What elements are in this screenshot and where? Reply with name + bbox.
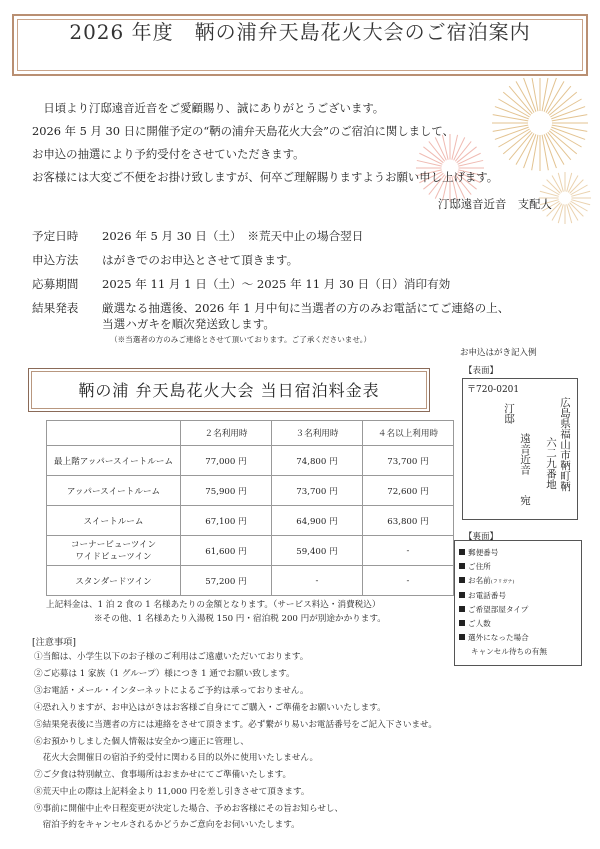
back-item: 選外になった場合 xyxy=(459,631,581,645)
table-header: ３名利用時 xyxy=(272,421,363,446)
info-method xyxy=(32,252,298,268)
table-cell: 59,400 円 xyxy=(272,536,363,566)
firework-spark xyxy=(544,134,556,168)
postcard-front-heading: 【表面】 xyxy=(464,366,499,376)
note-item: ⑥お預かりしました個人情報は安全かつ適正に管理し、 xyxy=(34,737,249,747)
table-cell: 72,600 円 xyxy=(363,476,454,506)
firework-spark xyxy=(495,127,529,139)
note-item: 宿泊予約をキャンセルされるかどうかご意向をお伺いいたします。 xyxy=(34,820,300,830)
table-header: ２名利用時 xyxy=(181,421,272,446)
table-cell: 73,700 円 xyxy=(272,476,363,506)
table-row xyxy=(47,566,454,596)
back-item: ご人数 xyxy=(459,617,581,631)
table-cell: 77,000 円 xyxy=(181,446,272,476)
info-label: 予定日時 xyxy=(32,229,79,243)
signature: 汀邸遠音近音 支配人 xyxy=(438,197,552,211)
firework-spark xyxy=(571,191,590,196)
table-cell: 63,800 円 xyxy=(363,506,454,536)
table-header xyxy=(47,421,181,446)
postcard-label: お申込はがき記入例 xyxy=(460,348,537,358)
table-row xyxy=(47,506,454,536)
note-item: ④恐れ入りますが、お申込はがきはお客様ご自身にてご購入・ご準備をお願いいたします。 xyxy=(34,703,386,713)
back-item: ご住所 xyxy=(459,560,581,574)
price-footnote-1: 上記料金は、1 泊 2 食の 1 名様あたりの金額となります。（サービス料込・消費税込） xyxy=(46,600,381,610)
info-value: 2025 年 11 月 1 日（土）〜 2025 年 11 月 30 日（日）消印有効 xyxy=(102,277,451,291)
firework-spark xyxy=(552,115,587,121)
postcard-front xyxy=(462,378,578,520)
table-cell: 57,200 円 xyxy=(181,566,272,596)
firework-spark xyxy=(551,127,585,139)
postcard-recipient1: 汀邸 xyxy=(503,403,515,424)
table-cell: アッパースイートルーム xyxy=(47,476,181,506)
note-item: ①当館は、小学生以下のお子様のご利用はご遠慮いただいております。 xyxy=(34,652,309,662)
table-cell: スタンダードツイン xyxy=(47,566,181,596)
firework-spark xyxy=(551,107,585,119)
postcard-address1: 広島県福山市鞆町鞆 xyxy=(559,397,571,492)
back-item: ご希望部屋タイプ xyxy=(459,603,581,617)
firework-spark xyxy=(458,160,483,166)
firework-spark xyxy=(567,173,572,192)
firework-spark xyxy=(417,160,442,166)
table-row xyxy=(47,476,454,506)
table-row xyxy=(47,536,454,566)
table-row xyxy=(47,446,454,476)
postcard-back xyxy=(454,540,582,666)
intro-line-3: お申込の抽選により予約受付をさせていただきます。 xyxy=(32,147,305,161)
back-item-extra: キャンセル待ちの有無 xyxy=(471,646,547,656)
info-label: 申込方法 xyxy=(32,253,79,267)
note-item: ⑤結果発表後に当選者の方には連絡をさせて頂きます。必ず繋がり易いお電話番号をご記入下さいませ。 xyxy=(34,720,437,730)
note-item: ②ご応募は 1 家族（1 グループ）様につき 1 通でお願い致します。 xyxy=(34,669,295,679)
table-cell: 64,900 円 xyxy=(272,506,363,536)
postcard-recipient2: 遠音近音 xyxy=(519,433,531,475)
intro-line-4: お客様には大変ご不便をお掛け致しますが、何卒ご理解賜りますようお願い申し上げます。 xyxy=(32,170,499,184)
info-value: 2026 年 5 月 30 日（土） ※荒天中止の場合翌日 xyxy=(102,229,364,243)
table-cell: - xyxy=(272,566,363,596)
firework-spark xyxy=(542,78,548,111)
table-cell: - xyxy=(363,566,454,596)
info-note: （※当選者の方のみご連絡とさせて頂いております。ご了承くださいませ。） xyxy=(110,335,372,344)
info-date xyxy=(32,228,363,244)
firework-spark xyxy=(524,134,536,168)
info-value: はがきでのお申込とさせて頂きます。 xyxy=(102,253,299,267)
note-item: ⑨事前に開催中止や日程変更が決定した場合、予めお客様にその旨お知らせし、 xyxy=(34,804,344,814)
firework-spark xyxy=(567,204,572,223)
firework-spark xyxy=(552,125,587,131)
back-item: 郵便番号 xyxy=(459,546,581,560)
firework-spark xyxy=(532,78,538,111)
table-cell: 73,700 円 xyxy=(363,446,454,476)
info-result xyxy=(32,300,509,316)
firework-spark xyxy=(558,204,563,223)
firework-spark xyxy=(524,78,536,112)
note-item: ⑧荒天中止の際は上記料金より 11,000 円を差し引きさせて頂きます。 xyxy=(34,787,310,797)
back-item: お電話番号 xyxy=(459,589,581,603)
postcard-honorific: 宛 xyxy=(519,495,531,506)
table-cell: 75,900 円 xyxy=(181,476,272,506)
table-header-row xyxy=(47,421,454,446)
table-cell: - xyxy=(363,536,454,566)
table-cell: スイートルーム xyxy=(47,506,181,536)
info-period xyxy=(32,276,450,292)
info-result-line2: 当選ハガキを順次発送致します。 xyxy=(102,317,275,331)
note-item: 花火大会開催日の宿泊予約受付に関わる目的以外に使用いたしません。 xyxy=(34,753,319,763)
firework-spark xyxy=(542,135,548,170)
price-title: 鞆の浦 弁天島花火大会 当日宿泊料金表 xyxy=(78,381,380,400)
furigana-note: (フリガナ) xyxy=(490,578,515,585)
info-label: 応募期間 xyxy=(32,277,79,291)
table-cell: 67,100 円 xyxy=(181,506,272,536)
firework-spark xyxy=(558,173,563,192)
note-item: ⑦ご夕食は特別献立、食事場所はおまかせにてご準備いたします。 xyxy=(34,770,292,780)
price-table xyxy=(46,420,454,596)
intro-line-2: 2026 年 5 月 30 日に開催予定の“鞆の浦弁天島花火大会”のご宿泊に関しまして、 xyxy=(32,124,454,138)
intro-line-1: 日頃より汀邸遠音近音をご愛顧賜り、誠にありがとうございます。 xyxy=(32,101,385,115)
table-cell: 61,600 円 xyxy=(181,536,272,566)
firework-spark xyxy=(493,115,528,121)
notes-heading: [注意事項] xyxy=(32,637,76,648)
price-footnote-2: ※その他、1 名様あたり入湯税 150 円・宿泊税 200 円が別途かかります。 xyxy=(94,614,386,624)
firework-spark xyxy=(532,135,538,170)
back-item: お名前(フリガナ) xyxy=(459,574,581,590)
firework-spark xyxy=(544,78,556,112)
postcard-back-heading: 【裏面】 xyxy=(464,532,499,542)
info-label: 結果発表 xyxy=(32,301,79,315)
table-cell: 最上階アッパースイートルーム xyxy=(47,446,181,476)
table-cell: コーナービューツイン ワイドビューツイン xyxy=(47,536,181,566)
table-cell: 74,800 円 xyxy=(272,446,363,476)
info-value: 厳選なる抽選後、2026 年 1 月中旬に当選者の方のみお電話にてご連絡の上、 xyxy=(102,301,510,315)
note-item: ③お電話・メール・インターネットによるご予約は承っておりません。 xyxy=(34,686,309,696)
page-title: 2026 年度 鞆の浦弁天島花火大会のご宿泊案内 xyxy=(69,20,531,44)
firework-spark xyxy=(495,107,529,119)
firework-spark xyxy=(493,125,528,131)
postcard-address2: 六二九番地 xyxy=(545,437,557,490)
table-header: ４名以上利用時 xyxy=(363,421,454,446)
firework-spark xyxy=(571,200,590,205)
postcard-zip: 〒720-0201 xyxy=(467,385,520,395)
